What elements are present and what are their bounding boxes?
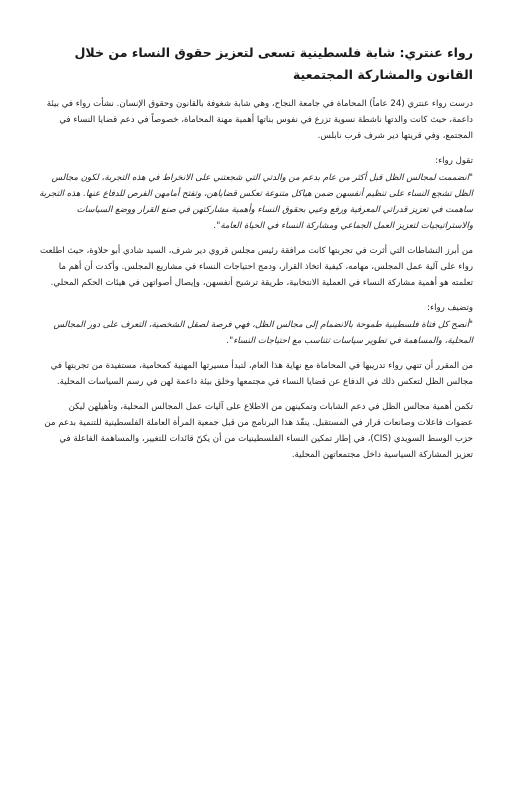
program-paragraph: تكمن أهمية مجالس الظل في دعم الشابات وتمكينهن من الاطلاع على آليات عمل المجالس المحلية، وتأهيلهن ليكن عضوات فاعلات وصانعات قرار في المستقبل. ينفّذ هذا البرنامج من قبل جمعية المرأة العاملة الفلسطينية للتنمية بدعم من حزب الوسط السويدي (CIS)، في إطار تمكين النساء الفلسطينيات من أن يكنّ قائدات للتغيير، والمساهمة الفاعلة في تعزيز المشاركة السياسية داخل مجتمعاتهن المحلية. <box>44 402 473 460</box>
quote-intro-label-2: وتضيف رواء: <box>427 303 473 313</box>
activities-paragraph: من أبرز النشاطات التي أثرت في تجربتها كانت مرافقة رئيس مجلس قروي دير شرف، السيد شادي أبو حلاوة، حيث اطلعت رواء على آلية عمل المجلس، مهامه، كيفية اتخاذ القرار، ودمج احتياجات النساء في مشاريع المجلس. وأكدت أن أهم ما تعلمته هو أهمية مشاركة النساء في العملية الانتخابية، طريقة ترشيح أنفسهن، وإيصال أصواتهن في هيئات الحكم المحلي. <box>40 246 473 288</box>
quote-paragraph: "انضممت لمجالس الظل قبل أكثر من عام بدعم من والدتي التي شجعتني على الانخراط في هذه التجربة، لكون مجالس الظل تشجع النساء على تنظيم أنفسهن ضمن هياكل متنوعة تعكس قضاياهن، وتفتح أمامهن الفرص للدفاع عنها. هذه التجربة ساهمت في تعزيز قدراتي المعرفية ورفع وعيي بحقوق النساء وأهمية مشاركتهن في صنع القرار ووضع السياسات والاستراتيجيات لتعزيز العمل الجماعي ومشاركة النساء في الحياة العامة". <box>39 173 473 231</box>
quote-intro-label: تقول رواء: <box>435 156 473 166</box>
article-title: رواء عنتري: شابة فلسطينية تسعى لتعزيز حقوق النساء من خلال القانون والمشاركة المجتمعية <box>74 45 473 82</box>
article <box>39 42 473 472</box>
future-paragraph: من المقرر أن تنهي رواء تدريبها في المحاماة مع نهاية هذا العام، لتبدأ مسيرتها المهنية كمحامية، مستفيدة من تجربتها في مجالس الظل لتعكس ذلك في الدفاع عن قضايا النساء في مجتمعها وخلق بيئة داعمة لهن في رسم السياسات المحلية. <box>50 361 473 387</box>
intro-paragraph: درست رواء عنتري (24 عاماً) المحاماة في جامعة النجاح، وهي شابة شغوفة بالقانون وحقوق الإنسان. نشأت رواء في بيئة داعمة، حيث كانت والدتها ناشطة نسوية تزرع في نفوس بناتها أهمية مهنة المحاماة، خصوصاً في دعم قضايا النساء في المجتمع، وفي قريتها دير شرف قرب نابلس. <box>46 99 473 141</box>
quote-paragraph-2: "أنصح كل فتاة فلسطينية طموحة بالانضمام إلى مجالس الظل، فهي فرصة لصقل الشخصية، التعرف على دور المجالس المحلية، والمساهمة في تطوير سياسات تتناسب مع احتياجات النساء". <box>53 320 473 346</box>
